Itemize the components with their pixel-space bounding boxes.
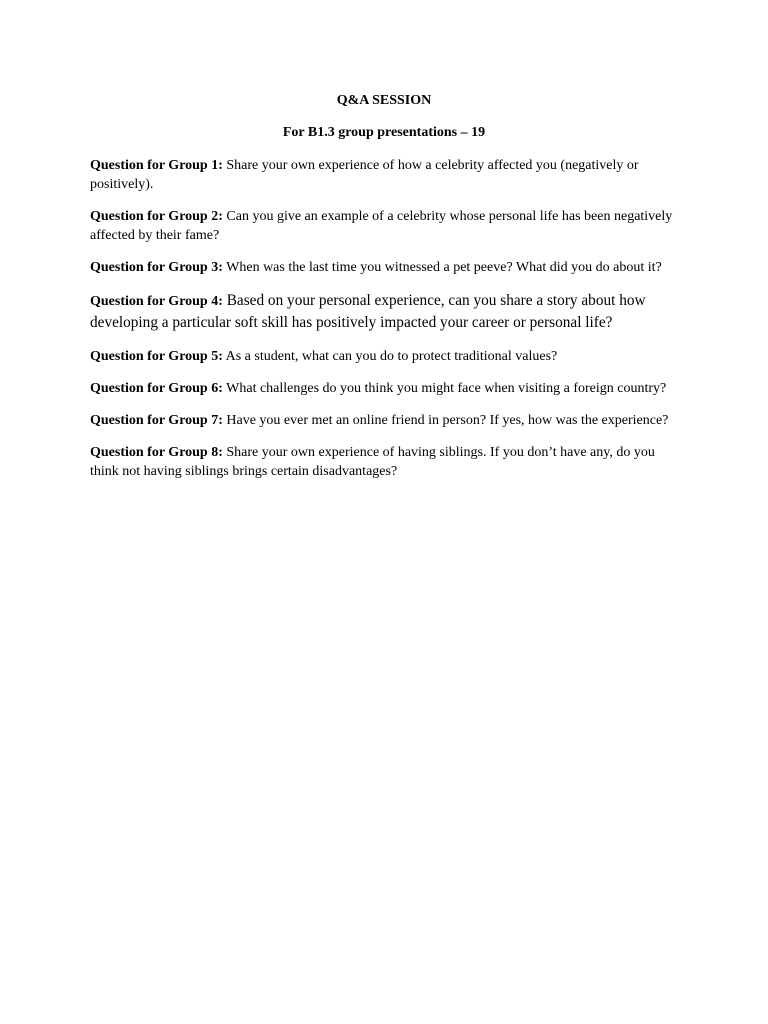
question-text: Share your own experience of how a celebrity affected you (negatively or positively). (90, 158, 639, 192)
question-label: Question for Group 8: (90, 445, 223, 460)
question-text: As a student, what can you do to protect traditional values? (222, 349, 558, 364)
question-group-1 (90, 156, 678, 194)
question-group-8 (90, 443, 678, 481)
question-label: Question for Group 4: (90, 294, 223, 309)
question-text: Have you ever met an online friend in person? If yes, how was the experience? (222, 413, 669, 428)
question-label: Question for Group 7: (90, 413, 223, 428)
question-label: Question for Group 6: (90, 381, 223, 396)
question-label: Question for Group 3: (90, 260, 223, 275)
document-title: Q&A SESSION (336, 93, 432, 108)
question-group-3 (90, 258, 678, 277)
question-text: What challenges do you think you might face when visiting a foreign country? (222, 381, 667, 396)
document-page (90, 92, 678, 494)
question-group-5 (90, 347, 678, 366)
question-group-4 (90, 290, 678, 334)
document-subtitle: For B1.3 group presentations – 19 (282, 125, 486, 140)
question-text: Share your own experience of having siblings. If you don’t have any, do you think not having siblings brings certain disadvantages? (90, 445, 655, 479)
question-group-2 (90, 207, 678, 245)
question-group-6 (90, 379, 678, 398)
question-label: Question for Group 1: (90, 158, 223, 173)
question-text: When was the last time you witnessed a pet peeve? What did you do about it? (222, 260, 662, 275)
question-label: Question for Group 2: (90, 209, 223, 224)
question-group-7 (90, 411, 678, 430)
question-text: Based on your personal experience, can you share a story about how developing a particular soft skill has positively impacted your career or personal life? (90, 292, 646, 331)
question-label: Question for Group 5: (90, 349, 223, 364)
question-text: Can you give an example of a celebrity whose personal life has been negatively affected by their fame? (90, 209, 673, 243)
